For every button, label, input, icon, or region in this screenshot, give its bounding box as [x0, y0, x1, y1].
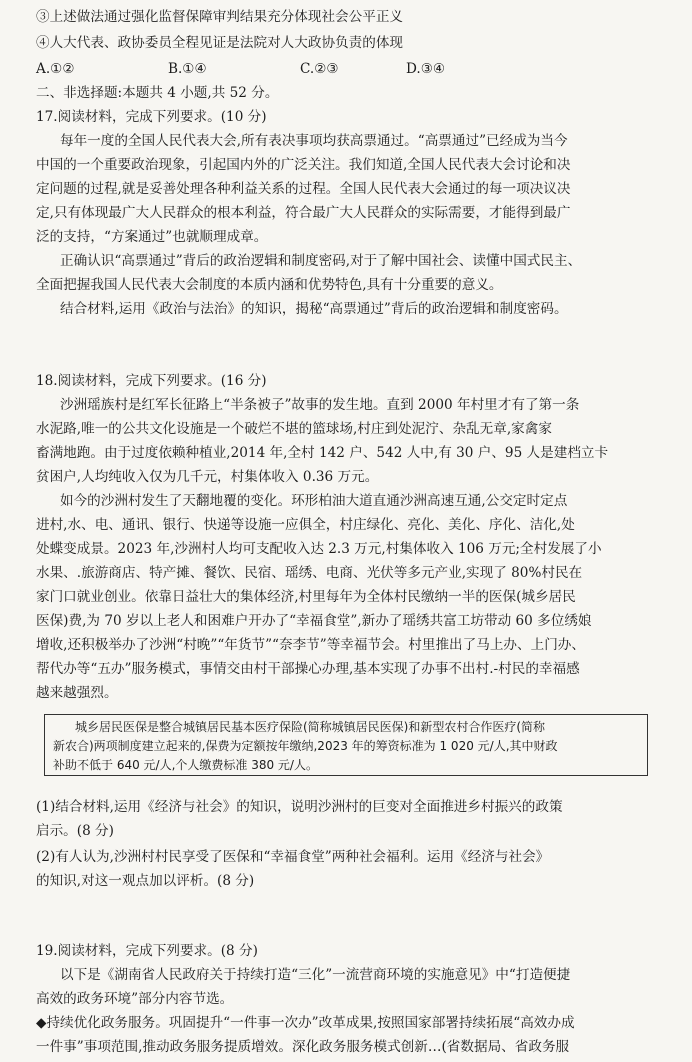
option-b: B.①④ [168, 61, 207, 77]
option-statement-4: ④人大代表、政协委员全程见证是法院对人大政协负责的体现 [36, 35, 404, 51]
q17-paragraph: 定,只有体现最广大人民群众的根本利益，符合最广大人民群众的实际需要，才能得到最广 [36, 205, 571, 221]
q18-paragraph: 医保)费,为 70 岁以上老人和困难户开办了“幸福食堂”,新办了瑶绣共富工坊带动 60 多位绣娘 [36, 613, 592, 629]
q18-paragraph: 家门口就业创业。依靠日益壮大的集体经济,村里每年为全体村民缴纳一半的医保(城乡居民 [36, 589, 576, 605]
q18-subquestion-2: (2)有人认为,沙洲村村民享受了医保和“幸福食堂”两种社会福利。运用《经济与社会》 [36, 849, 550, 865]
q18-paragraph: 越来越强烈。 [36, 685, 118, 701]
q18-paragraph: 进村,水、电、通讯、银行、快递等设施一应俱全，村庄绿化、亮化、美化、序化、洁化,处 [36, 517, 575, 533]
q17-task: 结合材料,运用《政治与法治》的知识，揭秘“高票通过”背后的政治逻辑和制度密码。 [60, 301, 568, 317]
insurance-note-box [44, 714, 648, 776]
q19-paragraph: ◆持续优化政务服务。巩固提升“一件事一次办”改革成果,按照国家部署持续拓展“高效办成 [36, 1015, 575, 1031]
option-d: D.③④ [406, 61, 446, 77]
q18-paragraph: 水果、.旅游商店、特产摊、餐饮、民宿、瑶绣、电商、光伏等多元产业,实现了 80%村民在 [36, 565, 583, 581]
option-statement-3: ③上述做法通过强化监督保障审判结果充分体现社会公平正义 [36, 9, 404, 25]
q18-title: 18.阅读材料，完成下列要求。(16 分) [36, 373, 267, 389]
note-line: 新农合)两项制度建立起来的,保费为定额按年缴纳,2023 年的筹资标准为 1 020 元/人,其中财政 [53, 739, 558, 753]
section-heading: 二、非选择题:本题共 4 小题,共 52 分。 [36, 85, 279, 101]
q19-paragraph: 一件事”事项范围,推动政务服务提质增效。深化政务服务模式创新…(省数据局、省政务服 [36, 1039, 570, 1055]
q18-paragraph: 增收,还积极举办了沙洲“村晚”“年货节”“奈李节”等幸福节会。村里推出了马上办、上门办、 [36, 637, 585, 653]
q18-subquestion-1: (1)结合材料,运用《经济与社会》的知识，说明沙洲村的巨变对全面推进乡村振兴的政策 [36, 799, 563, 815]
note-line: 城乡居民医保是整合城镇居民基本医疗保险(简称城镇居民医保)和新型农村合作医疗(简称 [75, 720, 546, 734]
q19-title: 19.阅读材料，完成下列要求。(8 分) [36, 943, 258, 959]
q19-paragraph: 高效的政务环境”部分内容节选。 [36, 991, 234, 1007]
q17-paragraph: 泛的支持，“方案通过”也就顺理成章。 [36, 229, 268, 245]
q18-paragraph: 如今的沙洲村发生了天翻地覆的变化。环形柏油大道直通沙洲高速互通,公交定时定点 [60, 493, 568, 509]
option-c: C.②③ [300, 61, 339, 77]
q18-paragraph: 处蝶变成景。2023 年,沙洲村人均可支配收入达 2.3 万元,村集体收入 106 万元;全村发展了小 [36, 541, 602, 557]
q17-paragraph: 中国的一个重要政治现象，引起国内外的广泛关注。我们知道,全国人民代表大会讨论和决 [36, 157, 571, 173]
option-a: A.①② [36, 61, 75, 77]
q17-paragraph: 正确认识“高票通过”背后的政治逻辑和制度密码,对于了解中国社会、读懂中国式民主、 [60, 253, 582, 269]
q18-paragraph: 畜满地跑。由于过度依赖种植业,2014 年,全村 142 户、542 人中,有 30 户、95 人是建档立卡 [36, 445, 609, 461]
q18-subquestion-2: 的知识,对这一观点加以评析。(8 分) [36, 873, 255, 889]
q18-paragraph: 水泥路,唯一的公共文化设施是一个破烂不堪的篮球场,村庄到处泥泞、杂乱无章,家禽家 [36, 421, 552, 437]
q17-paragraph: 全面把握我国人民代表大会制度的本质内涵和优势特色,具有十分重要的意义。 [36, 277, 503, 293]
q17-paragraph: 每年一度的全国人民代表大会,所有表决事项均获高票通过。“高票通过”已经成为当今 [60, 133, 568, 149]
note-line: 补助不低于 640 元/人,个人缴费标准 380 元/人。 [53, 758, 318, 772]
q17-title: 17.阅读材料，完成下列要求。(10 分) [36, 109, 267, 125]
q18-paragraph: 帮代办等“五办”服务模式，事情交由村干部操心办理,基本实现了办事不出村.-村民的幸福感 [36, 661, 580, 677]
q18-paragraph: 贫困户,人均纯收入仅为几千元，村集体收入 0.36 万元。 [36, 469, 379, 485]
q18-paragraph: 沙洲瑶族村是红军长征路上“半条被子”故事的发生地。直到 2000 年村里才有了第一条 [60, 397, 580, 413]
q18-subquestion-1: 启示。(8 分) [36, 823, 114, 839]
q19-paragraph: 以下是《湖南省人民政府关于持续打造“三化”一流营商环境的实施意见》中“打造便捷 [60, 967, 571, 983]
answer-options [36, 58, 536, 81]
q17-paragraph: 定问题的过程,就是妥善处理各种利益关系的过程。全国人民代表大会通过的每一项决议决 [36, 181, 571, 197]
